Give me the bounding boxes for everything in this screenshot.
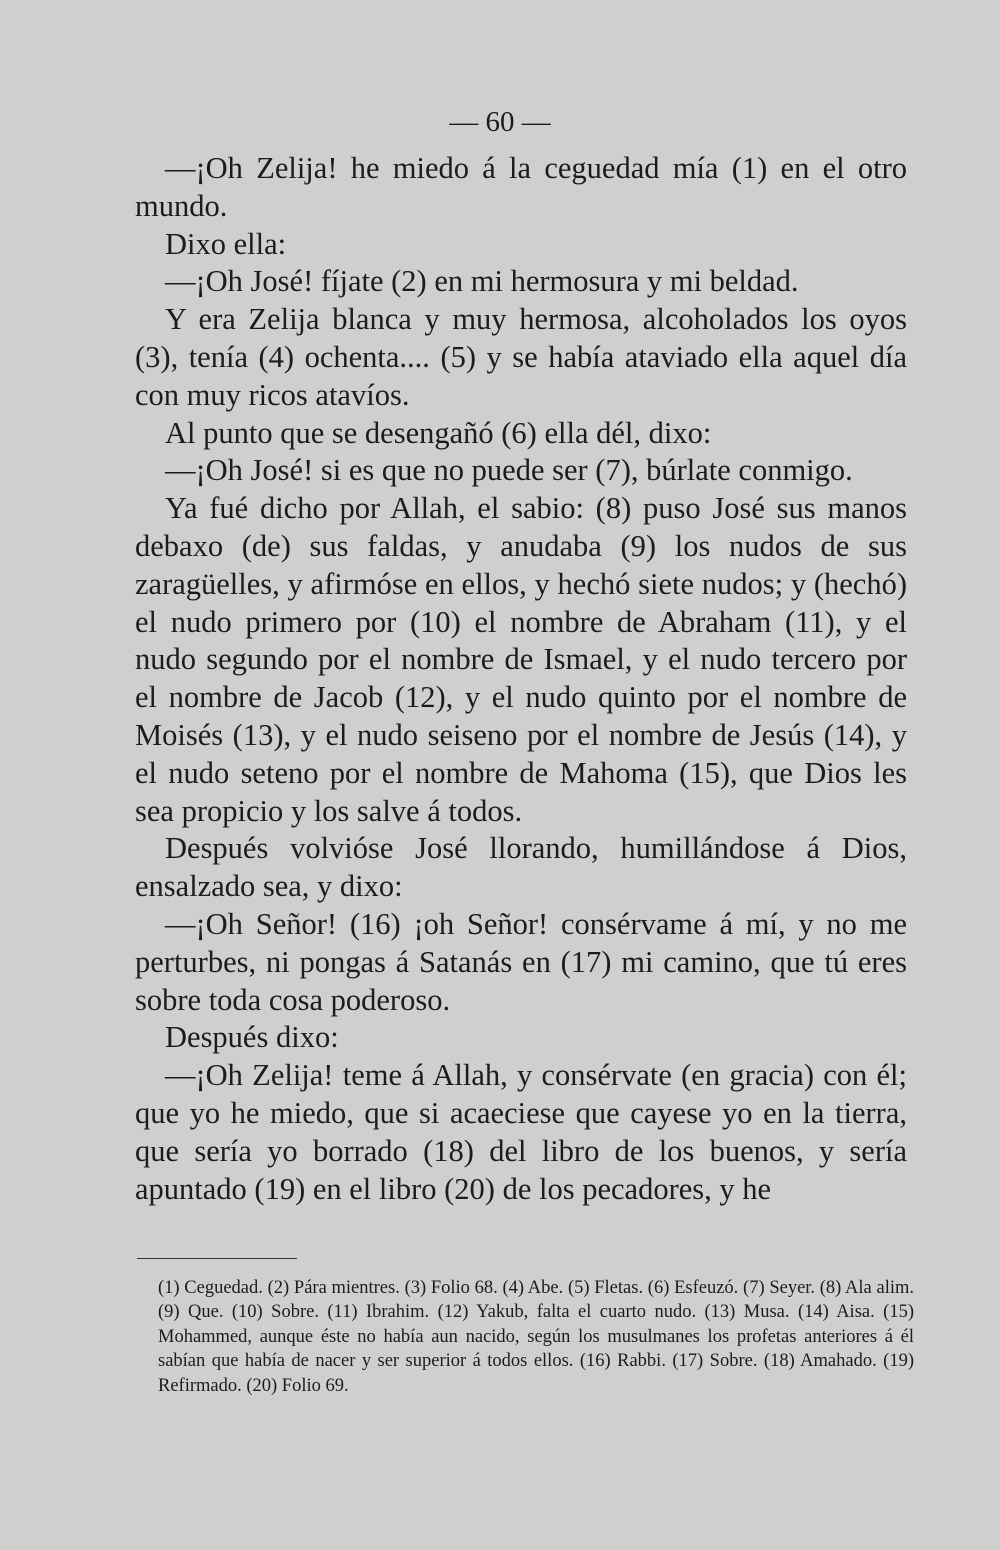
paragraph: Dixo ella:	[165, 226, 287, 261]
paragraph: Al punto que se desengañó (6) ella dél, dixo:	[165, 415, 712, 450]
paragraph: Y era Zelija blanca y muy hermosa, alcoholados los oyos (3), tenía (4) ochenta.... (5) y se había ataviado ella aquel día con muy ricos atavíos.	[135, 302, 907, 412]
paragraph: —¡Oh José! fíjate (2) en mi hermosura y mi beldad.	[165, 264, 799, 299]
paragraph: Después volvióse José llorando, humillándose á Dios, ensalzado sea, y dixo:	[135, 831, 907, 904]
footnote-text: (1) Ceguedad. (2) Pára mientres. (3) Folio 68. (4) Abe. (5) Fletas. (6) Esfeuzó. (7) Seyer. (8) Ala alim. (9) Que. (10) Sobre. (11) Ibrahim. (12) Yakub, falta el cuarto nudo. (13) Musa. (14) Aisa. (15) Mohammed, aunque éste no había aun nacido, según los musulmanes los profetas anteriores á él sabían que había de nacer y ser superior á todos ellos. (16) Rabbi. (17) Sobre. (18) Amahado. (19) Refirmado. (20) Folio 69.	[158, 1278, 914, 1396]
paragraph: —¡Oh Zelija! he miedo á la ceguedad mía (1) en el otro mundo.	[135, 151, 907, 223]
paragraph: —¡Oh José! si es que no puede ser (7), búrlate conmigo.	[165, 453, 853, 488]
footnote-divider	[137, 1258, 297, 1259]
paragraph: Después dixo:	[165, 1020, 339, 1055]
body-text	[135, 150, 907, 1208]
footnotes	[158, 1276, 914, 1398]
paragraph: —¡Oh Señor! (16) ¡oh Señor! consérvame á mí, y no me perturbes, ni pongas á Satanás en (17) mi camino, que tú eres sobre toda cosa poderoso.	[135, 906, 907, 1017]
paragraph: —¡Oh Zelija! teme á Allah, y consérvate (en gracia) con él; que yo he miedo, que si acaeciese que cayese yo en la tierra, que sería yo borrado (18) del libro de los buenos, y sería apuntado (19) en el libro (20) de los pecadores, y he	[135, 1058, 907, 1206]
paragraph: Ya fué dicho por Allah, el sabio: (8) puso José sus manos debaxo (de) sus faldas, y anudaba (9) los nudos de sus zaragüelles, y afirmóse en ellos, y hechó siete nudos; y (hechó) el nudo primero por (10) el nombre de Abraham (11), y el nudo segundo por el nombre de Ismael, y el nudo tercero por el nombre de Jacob (12), y el nudo quinto por el nombre de Moisés (13), y el nudo seiseno por el nombre de Jesús (14), y el nudo seteno por el nombre de Mahoma (15), que Dios les sea propicio y los salve á todos.	[135, 491, 907, 828]
page-number: — 60 —	[449, 106, 551, 138]
